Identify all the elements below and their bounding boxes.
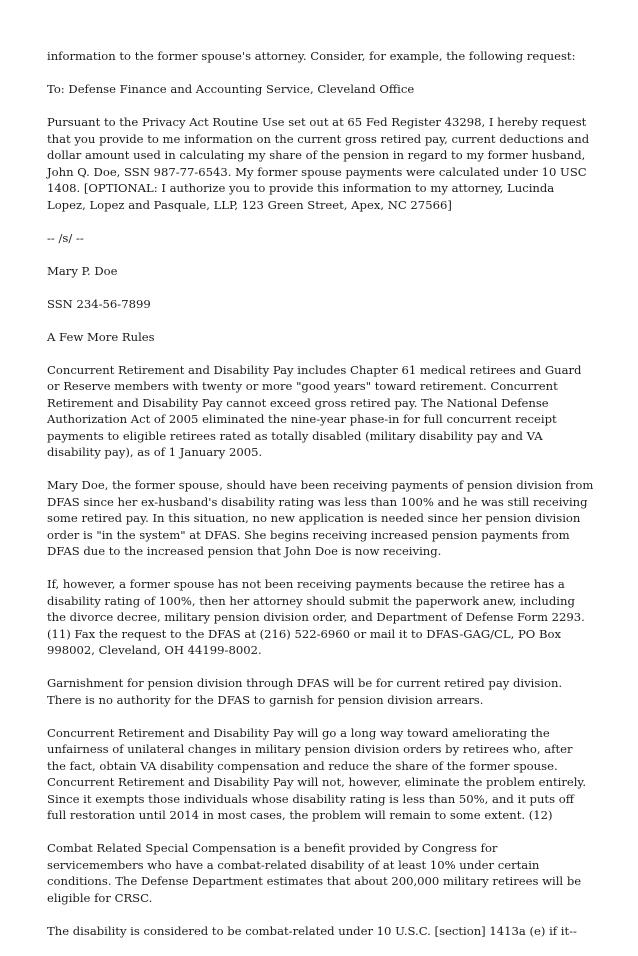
body-paragraph: Mary Doe, the former spouse, should have been receiving payments of pension division from DFAS since her ex-husband's disability rating was less than 100% and he was still receiving some retired pay. In this situation, no new application is needed since her pension division order is "in the system" at DFAS. She begins receiving increased pension payments from DFAS due to the increased pension that John Doe is now receiving. (47, 478, 594, 558)
body-paragraph: Combat Related Special Compensation is a benefit provided by Congress for servicemembers who have a combat-related disability of at least 10% under certain conditions. The Defense Department estimates that about 200,000 military retirees will be eligible for CRSC. (47, 841, 582, 905)
request-body: Pursuant to the Privacy Act Routine Use set out at 65 Fed Register 43298, I hereby request that you provide to me information on the current gross retired pay, current deductions and dollar amount used in calculating my share of the pension in regard to my former husband, John Q. Doe, SSN 987-77-6543. My former spouse payments were calculated under 10 USC 1408. [OPTIONAL: I authorize you to provide this information to my attorney, Lucinda Lopez, Lopez and Pasquale, LLP, 123 Green Street, Apex, NC 27566] (47, 115, 590, 212)
signature-line: -- /s/ -- (47, 230, 84, 245)
request-addressee: To: Defense Finance and Accounting Service, Cleveland Office (47, 82, 415, 96)
body-paragraph: The disability is considered to be combat-related under 10 U.S.C. [section] 1413a (e) if it-- (47, 923, 577, 938)
body-paragraph: Garnishment for pension division through DFAS will be for current retired pay division. There is no authority for the DFAS to garnish for pension division arrears. (47, 676, 563, 707)
intro-paragraph: information to the former spouse's attorney. Consider, for example, the following request: (47, 49, 576, 63)
signer-ssn: SSN 234-56-7899 (47, 296, 151, 311)
signer-name: Mary P. Doe (47, 263, 118, 278)
document-page (47, 48, 595, 956)
section-heading: A Few More Rules (47, 329, 155, 344)
body-paragraph: Concurrent Retirement and Disability Pay will go a long way toward ameliorating the unfairness of unilateral changes in military pension division orders by retirees who, after the fact, obtain VA disability compensation and reduce the share of the former spouse. Concurrent Retirement and Disability Pay will not, however, eliminate the problem entirely. Since it exempts those individuals whose disability rating is less than 50%, and it puts off full restoration until 2014 in most cases, the problem will remain to some extent. (12) (47, 725, 587, 822)
body-paragraph: If, however, a former spouse has not been receiving payments because the retiree has a disability rating of 100%, then her attorney should submit the paperwork anew, including the divorce decree, military pension division order, and Department of Defense Form 2293. (11) Fax the request to the DFAS at (216) 522-6960 or mail it to DFAS-GAG/CL, PO Box 998002, Cleveland, OH 44199-8002. (47, 577, 585, 657)
body-paragraph: Concurrent Retirement and Disability Pay includes Chapter 61 medical retirees and Guard or Reserve members with twenty or more "good years" toward retirement. Concurrent Retirement and Disability Pay cannot exceed gross retired pay. The National Defense Authorization Act of 2005 eliminated the nine-year phase-in for full concurrent receipt payments to eligible retirees rated as totally disabled (military disability pay and VA disability pay), as of 1 January 2005. (47, 362, 582, 459)
